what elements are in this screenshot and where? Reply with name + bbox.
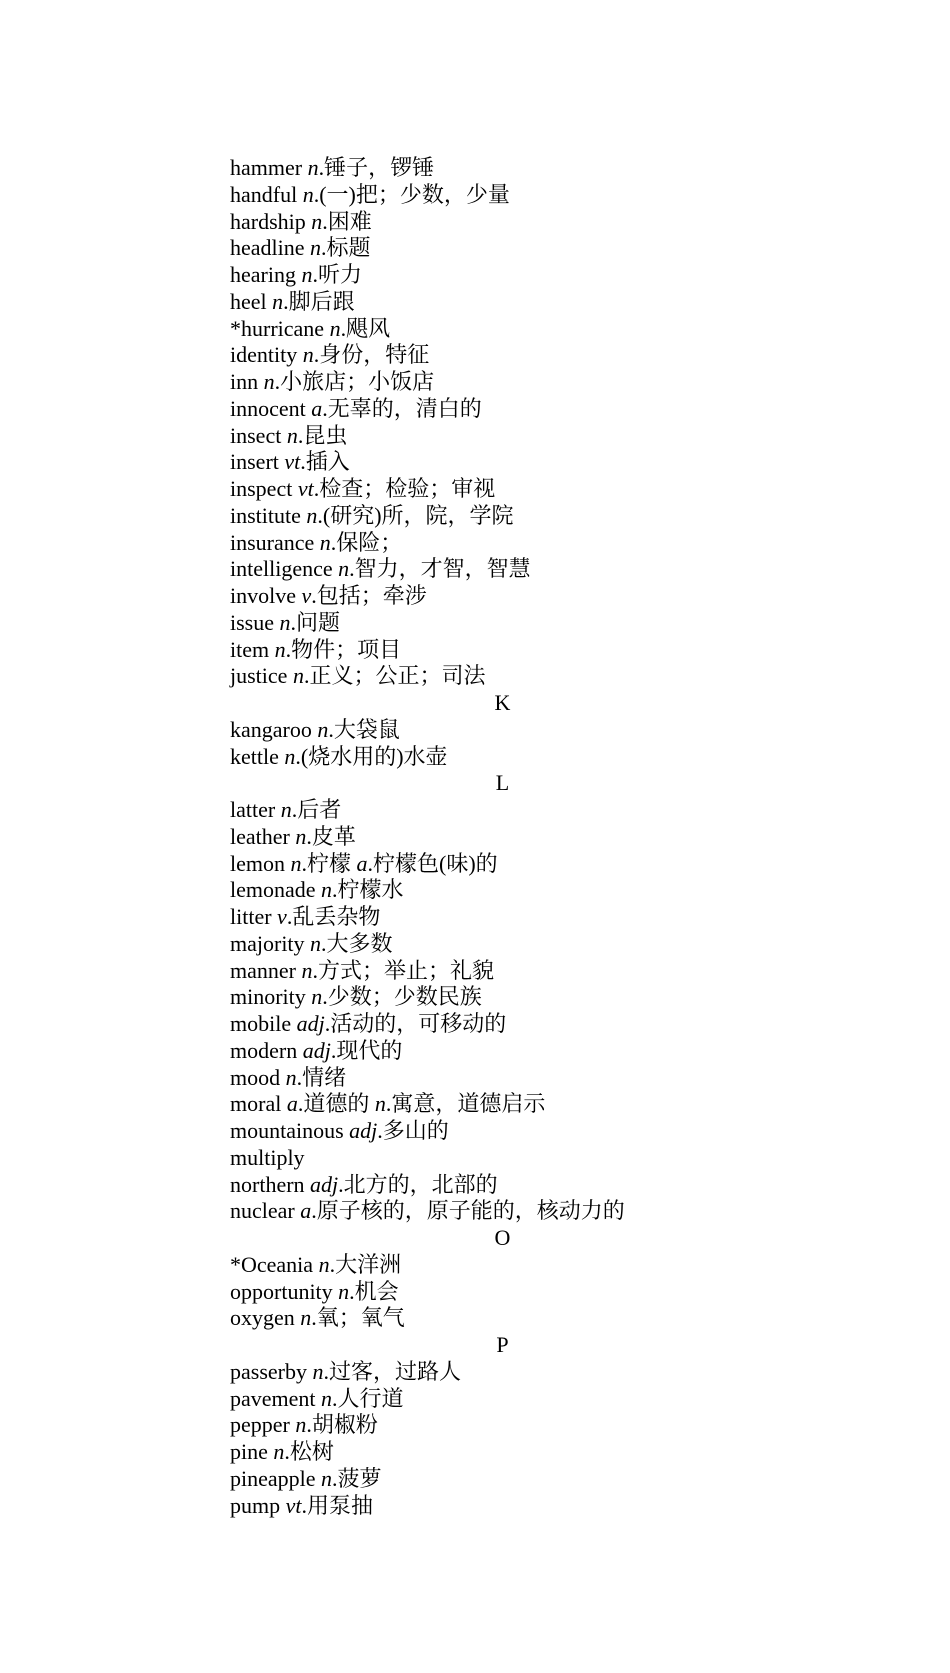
definition: 大洋洲 <box>335 1251 402 1277</box>
headword: handful <box>230 181 298 207</box>
part-of-speech: n <box>318 1251 330 1277</box>
vocabulary-entry <box>230 637 790 664</box>
definition: 身份，特征 <box>319 342 430 368</box>
vocabulary-entry <box>230 1493 790 1520</box>
headword: inspect <box>230 476 293 501</box>
definition: 插入 <box>305 449 350 475</box>
pos-separator: . <box>301 1492 308 1518</box>
pos-separator: . <box>274 369 281 394</box>
headword: pineapple <box>230 1465 316 1491</box>
vocabulary-entry <box>230 583 790 610</box>
pos-separator: . <box>340 315 347 341</box>
headword: northern <box>230 1171 305 1197</box>
pos-separator: . <box>330 1037 337 1063</box>
pos-separator: . <box>323 1358 329 1384</box>
headword: hardship <box>230 208 306 234</box>
headword: manner <box>230 957 296 983</box>
part-of-speech: n <box>321 1465 333 1491</box>
pos-separator: . <box>332 877 338 903</box>
definition: 小旅店；小饭店 <box>280 369 435 394</box>
part-of-speech: adj <box>302 1037 331 1063</box>
part-of-speech: adj <box>349 1118 378 1143</box>
vocabulary-entry <box>230 1412 790 1439</box>
part-of-speech: n <box>272 288 284 314</box>
vocabulary-entry <box>230 797 790 824</box>
definition: 松树 <box>289 1439 334 1464</box>
part-of-speech: n <box>280 797 292 822</box>
pos-separator: . <box>297 422 304 448</box>
pos-separator: . <box>313 342 320 368</box>
vocabulary-entry <box>230 1252 790 1279</box>
definition: 柠檬色(味)的 <box>373 850 498 876</box>
vocabulary-entry <box>230 984 790 1011</box>
vocabulary-entry <box>230 209 790 236</box>
pos-separator: . <box>297 1091 304 1117</box>
headword: insect <box>230 422 282 448</box>
headword: kettle <box>230 743 279 769</box>
headword: modern <box>230 1037 298 1063</box>
headword: kangaroo <box>230 716 312 742</box>
headword: mobile <box>230 1011 292 1036</box>
vocabulary-entry <box>230 1011 790 1038</box>
definition: 柠檬水 <box>337 877 404 903</box>
definition: 柠檬 <box>307 850 352 876</box>
headword: mountainous <box>230 1118 344 1143</box>
definition: 北方的，北部的 <box>343 1171 498 1197</box>
headword: pine <box>230 1439 268 1464</box>
part-of-speech: n <box>263 369 275 394</box>
pos-separator: . <box>322 208 328 234</box>
definition: 锤子，锣锤 <box>324 155 435 180</box>
definition: 皮革 <box>311 823 356 849</box>
headword: *Oceania <box>230 1251 314 1277</box>
headword: lemon <box>230 850 285 876</box>
vocabulary-entry <box>230 289 790 316</box>
headword: opportunity <box>230 1278 333 1304</box>
part-of-speech: a <box>300 1198 312 1224</box>
part-of-speech: n <box>302 342 314 368</box>
pos-separator: . <box>332 1465 338 1491</box>
pos-separator: . <box>311 1305 317 1331</box>
headword: *hurricane <box>230 315 325 341</box>
part-of-speech: v <box>277 904 287 929</box>
pos-separator: . <box>377 1118 383 1143</box>
definition: 原子核的，原子能的，核动力的 <box>316 1198 625 1224</box>
pos-separator: . <box>338 1171 344 1197</box>
pos-separator: . <box>311 1198 317 1224</box>
vocabulary-entry <box>230 904 790 931</box>
part-of-speech: vt <box>297 476 314 501</box>
headword: leather <box>230 823 290 849</box>
vocabulary-entry <box>230 556 790 583</box>
part-of-speech: n <box>295 823 307 849</box>
part-of-speech: n <box>279 609 291 635</box>
section-letter-heading: L <box>495 770 510 796</box>
definition: 后者 <box>297 797 342 822</box>
vocabulary-entry <box>230 369 790 396</box>
vocabulary-entry <box>230 610 790 637</box>
definition: 胡椒粉 <box>311 1412 378 1438</box>
part-of-speech: n <box>295 1412 307 1438</box>
vocabulary-entry <box>230 1386 790 1413</box>
part-of-speech: n <box>273 1439 285 1464</box>
part-of-speech: v <box>301 583 312 608</box>
part-of-speech: a <box>356 850 368 876</box>
vocabulary-entry <box>230 1118 790 1145</box>
part-of-speech: n <box>321 877 333 903</box>
headword: justice <box>230 663 288 689</box>
vocabulary-entry <box>230 1065 790 1092</box>
definition: 道德的 <box>303 1091 370 1117</box>
headword: lemonade <box>230 877 316 903</box>
definition: 问题 <box>296 609 341 635</box>
definition: 包括；牵涉 <box>316 583 427 608</box>
headword: hammer <box>230 155 303 180</box>
pos-separator: . <box>385 1091 392 1117</box>
pos-separator: . <box>290 609 296 635</box>
part-of-speech: vt <box>284 449 301 475</box>
vocabulary-entry <box>230 423 790 450</box>
vocabulary-list <box>230 155 790 1519</box>
headword: pepper <box>230 1412 290 1438</box>
definition: 无辜的，清白的 <box>327 395 482 421</box>
definition: 方式；举止；礼貌 <box>317 957 494 983</box>
part-of-speech: n <box>311 984 323 1010</box>
pos-separator: . <box>317 502 323 528</box>
definition: 正义；公正；司法 <box>309 663 486 689</box>
vocabulary-entry <box>230 449 790 476</box>
vocabulary-entry <box>230 1145 790 1172</box>
pos-separator: . <box>367 850 374 876</box>
vocabulary-entry <box>230 155 790 182</box>
definition: 脚后跟 <box>288 288 355 314</box>
definition: 过客，过路人 <box>328 1358 461 1384</box>
part-of-speech: a <box>286 1091 298 1117</box>
pos-separator: . <box>329 1251 336 1277</box>
vocabulary-entry <box>230 1198 790 1225</box>
vocabulary-entry <box>230 744 790 771</box>
part-of-speech: adj <box>310 1171 339 1197</box>
headword: item <box>230 636 270 662</box>
part-of-speech: n <box>312 1358 324 1384</box>
headword: inn <box>230 369 259 394</box>
vocabulary-entry <box>230 1038 790 1065</box>
part-of-speech: n <box>302 181 314 207</box>
pos-separator: . <box>330 529 337 555</box>
pos-separator: . <box>286 904 293 929</box>
pos-separator: . <box>283 288 289 314</box>
vocabulary-entry <box>230 1279 790 1306</box>
pos-separator: . <box>332 1385 338 1411</box>
part-of-speech: n <box>310 930 322 956</box>
headword: mood <box>230 1064 281 1090</box>
pos-separator: . <box>295 743 301 769</box>
headword: intelligence <box>230 556 333 582</box>
vocabulary-entry <box>230 182 790 209</box>
pos-separator: . <box>328 716 334 742</box>
vocabulary-entry <box>230 824 790 851</box>
part-of-speech: n <box>338 556 350 582</box>
section-letter-heading: O <box>494 1225 511 1250</box>
definition: 大多数 <box>326 930 393 956</box>
definition: 现代的 <box>336 1037 403 1063</box>
part-of-speech: n <box>284 743 296 769</box>
part-of-speech: adj <box>296 1011 325 1036</box>
pos-separator: . <box>322 395 328 421</box>
part-of-speech: a <box>311 395 323 421</box>
headword: involve <box>230 583 296 608</box>
pos-separator: . <box>349 1278 355 1304</box>
vocabulary-entry <box>230 851 790 878</box>
part-of-speech: n <box>274 636 286 662</box>
headword: issue <box>230 609 274 635</box>
pos-separator: . <box>306 1412 312 1438</box>
headword: innocent <box>230 395 306 421</box>
part-of-speech: n <box>307 155 319 180</box>
part-of-speech: n <box>311 208 323 234</box>
pos-separator: . <box>312 262 318 287</box>
vocabulary-entry <box>230 476 790 503</box>
vocabulary-entry <box>230 316 790 343</box>
headword: passerby <box>230 1358 307 1384</box>
vocabulary-entry <box>230 1305 790 1332</box>
headword: headline <box>230 235 305 261</box>
pos-separator: . <box>301 850 307 876</box>
headword: institute <box>230 502 301 528</box>
part-of-speech: vt <box>285 1492 302 1518</box>
definition: 氧；氧气 <box>316 1305 405 1331</box>
definition: 用泵抽 <box>307 1492 374 1518</box>
part-of-speech: n <box>301 262 313 287</box>
pos-separator: . <box>318 155 325 180</box>
part-of-speech: n <box>338 1278 350 1304</box>
pos-separator: . <box>312 957 318 983</box>
vocabulary-entry <box>230 1439 790 1466</box>
part-of-speech: n <box>292 663 304 689</box>
part-of-speech: n <box>301 957 313 983</box>
pos-separator: . <box>303 663 310 689</box>
part-of-speech: n <box>310 235 322 261</box>
part-of-speech: n <box>285 1064 297 1090</box>
definition: 寓意，道德启示 <box>391 1091 546 1117</box>
pos-separator: . <box>322 984 328 1010</box>
vocabulary-entry <box>230 717 790 744</box>
vocabulary-entry <box>230 503 790 530</box>
vocabulary-entry <box>230 663 790 690</box>
definition: (研究)所，院，学院 <box>322 502 514 528</box>
vocabulary-entry <box>230 1091 790 1118</box>
pos-separator: . <box>313 476 320 501</box>
part-of-speech: n <box>317 716 329 742</box>
pos-separator: . <box>300 449 306 475</box>
definition: 大袋鼠 <box>333 716 400 742</box>
vocabulary-entry <box>230 262 790 289</box>
definition: 检查；检验；审视 <box>319 476 496 501</box>
vocabulary-entry <box>230 877 790 904</box>
vocabulary-entry <box>230 1359 790 1386</box>
pos-separator: . <box>321 930 327 956</box>
pos-separator: . <box>349 556 355 582</box>
headword: hearing <box>230 262 296 287</box>
definition: 智力，才智，智慧 <box>354 556 531 582</box>
headword: majority <box>230 930 305 956</box>
definition: 少数；少数民族 <box>327 984 482 1010</box>
part-of-speech: n <box>319 529 331 555</box>
headword: identity <box>230 342 298 368</box>
headword: pavement <box>230 1385 316 1411</box>
vocabulary-entry <box>230 530 790 557</box>
headword: minority <box>230 984 306 1010</box>
part-of-speech: n <box>374 1091 386 1117</box>
headword: oxygen <box>230 1305 295 1331</box>
definition: 乱丢杂物 <box>292 904 381 929</box>
vocabulary-entry <box>230 235 790 262</box>
part-of-speech: n <box>306 502 318 528</box>
vocabulary-entry <box>230 396 790 423</box>
definition: 多山的 <box>382 1118 449 1143</box>
pos-separator: . <box>311 583 317 608</box>
definition: 情绪 <box>302 1064 347 1090</box>
definition: 困难 <box>327 208 372 234</box>
headword: moral <box>230 1091 282 1117</box>
headword: litter <box>230 904 272 929</box>
vocabulary-entry <box>230 958 790 985</box>
definition: (一)把；少数，少量 <box>319 181 510 207</box>
vocabulary-entry <box>230 1172 790 1199</box>
section-letter-heading: P <box>496 1332 509 1357</box>
definition: 人行道 <box>337 1385 404 1411</box>
definition: 保险； <box>336 529 403 555</box>
headword: insert <box>230 449 279 475</box>
section-letter-heading: K <box>494 690 511 715</box>
pos-separator: . <box>313 181 320 207</box>
headword: heel <box>230 288 267 314</box>
part-of-speech: n <box>286 422 298 448</box>
pos-separator: . <box>306 823 312 849</box>
definition: 飓风 <box>346 315 391 341</box>
definition: 菠萝 <box>337 1465 382 1491</box>
vocabulary-entry <box>230 342 790 369</box>
part-of-speech: n <box>300 1305 312 1331</box>
definition: 机会 <box>354 1278 399 1304</box>
pos-separator: . <box>296 1064 303 1090</box>
headword: insurance <box>230 529 315 555</box>
pos-separator: . <box>291 797 298 822</box>
headword: latter <box>230 797 276 822</box>
pos-separator: . <box>324 1011 331 1036</box>
pos-separator: . <box>284 1439 290 1464</box>
headword: pump <box>230 1492 281 1518</box>
part-of-speech: n <box>290 850 302 876</box>
definition: (烧水用的)水壶 <box>300 743 448 769</box>
part-of-speech: n <box>329 315 341 341</box>
vocabulary-entry <box>230 1466 790 1493</box>
definition: 物件；项目 <box>291 636 402 662</box>
definition: 标题 <box>326 235 371 261</box>
definition: 昆虫 <box>303 422 348 448</box>
definition: 听力 <box>317 262 362 287</box>
headword: nuclear <box>230 1198 295 1224</box>
pos-separator: . <box>285 636 292 662</box>
definition: 活动的，可移动的 <box>330 1011 507 1036</box>
pos-separator: . <box>321 235 327 261</box>
headword: multiply <box>230 1144 305 1170</box>
part-of-speech: n <box>321 1385 333 1411</box>
vocabulary-entry <box>230 931 790 958</box>
